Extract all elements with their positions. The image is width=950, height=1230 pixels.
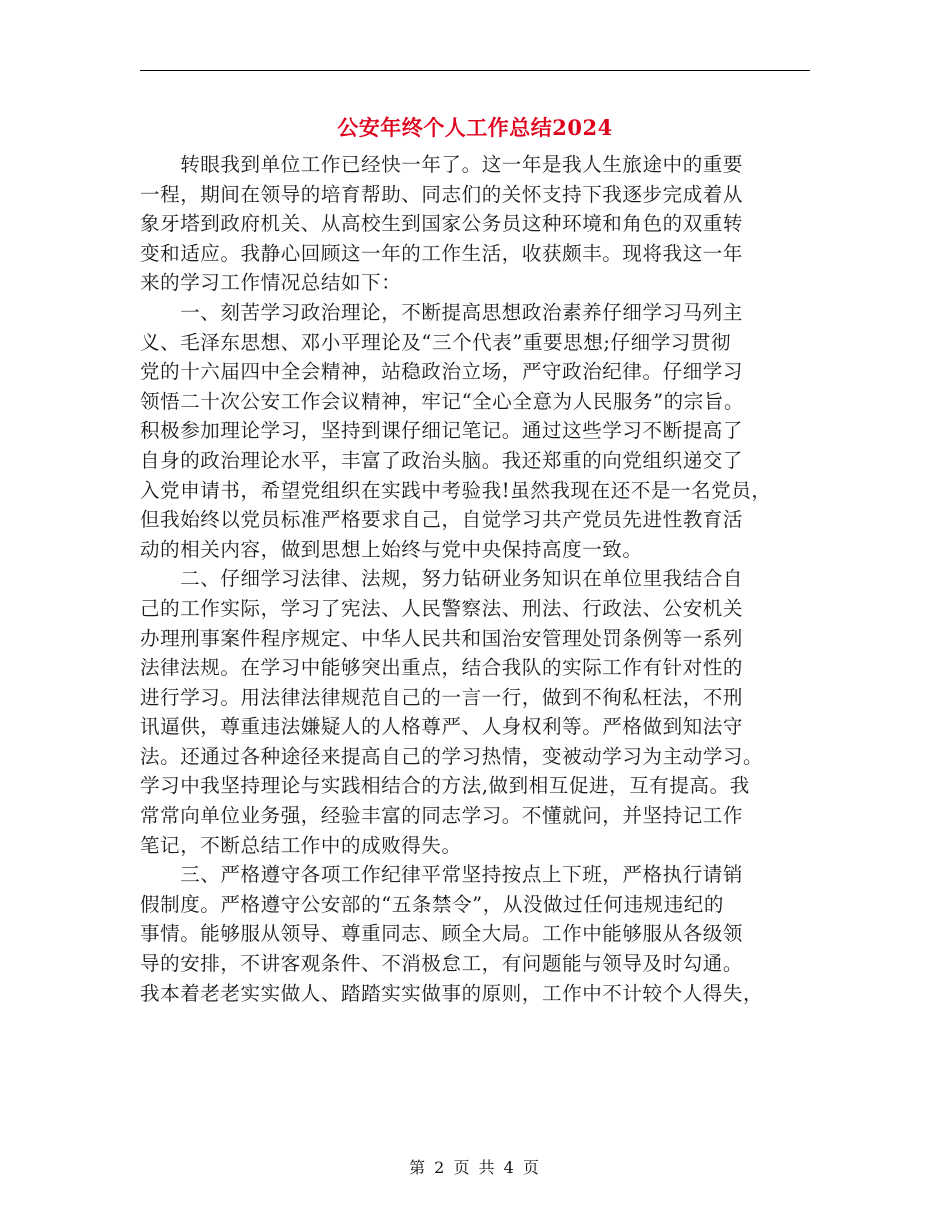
body-line: 义、毛泽东思想、邓小平理论及“三个代表”重要思想;仔细学习贯彻 bbox=[140, 330, 732, 354]
body-line: 二、仔细学习法律、法规，努力钻研业务知识在单位里我结合自 bbox=[140, 567, 744, 591]
body-line: 党的十六届四中全会精神，站稳政治立场，严守政治纪律。仔细学习 bbox=[140, 360, 744, 384]
header-rule bbox=[140, 70, 810, 71]
body-line: 三、严格遵守各项工作纪律平常坚持按点上下班，严格执行请销 bbox=[140, 863, 744, 887]
body-line: 事情。能够服从领导、尊重同志、顾全大局。工作中能够服从各级领 bbox=[140, 922, 744, 946]
body-line: 办理刑事案件程序规定、中华人民共和国治安管理处罚条例等一系列 bbox=[140, 626, 744, 650]
body-line: 法。还通过各种途径来提高自己的学习热情，变被动学习为主动学习。 bbox=[140, 744, 764, 768]
body-line: 法律法规。在学习中能够突出重点，结合我队的实际工作有针对性的 bbox=[140, 656, 744, 680]
body-line: 积极参加理论学习，坚持到课仔细记笔记。通过这些学习不断提高了 bbox=[140, 419, 744, 443]
body-line: 我本着老老实实做人、踏踏实实做事的原则，工作中不计较个人得失， bbox=[140, 981, 764, 1005]
body-line: 变和适应。我静心回顾这一年的工作生活，收获颇丰。现将我这一年 bbox=[140, 241, 744, 265]
body-line: 假制度。严格遵守公安部的“五条禁令”，从没做过任何违规违纪的 bbox=[140, 892, 724, 916]
body-line: 领悟二十次公安工作会议精神，牢记“全心全意为人民服务”的宗旨。 bbox=[140, 389, 745, 413]
body-line: 常常向单位业务强，经验丰富的同志学习。不懂就问，并坚持记工作 bbox=[140, 804, 744, 828]
document-body bbox=[140, 150, 810, 1008]
body-line: 己的工作实际，学习了宪法、人民警察法、刑法、行政法、公安机关 bbox=[140, 596, 744, 620]
body-line: 一程，期间在领导的培育帮助、同志们的关怀支持下我逐步完成着从 bbox=[140, 182, 744, 206]
body-line: 讯逼供，尊重违法嫌疑人的人格尊严、人身权利等。严格做到知法守 bbox=[140, 715, 744, 739]
page-number-footer: 第 2 页 共 4 页 bbox=[409, 1158, 541, 1177]
body-line: 一、刻苦学习政治理论，不断提高思想政治素养仔细学习马列主 bbox=[140, 300, 744, 324]
body-line: 学习中我坚持理论与实践相结合的方法,做到相互促进，互有提高。我 bbox=[140, 774, 750, 798]
body-line: 进行学习。用法律法律规范自己的一言一行，做到不徇私枉法，不刑 bbox=[140, 685, 744, 709]
body-line: 来的学习工作情况总结如下： bbox=[140, 271, 402, 295]
body-line: 但我始终以党员标准严格要求自己，自觉学习共产党员先进性教育活 bbox=[140, 508, 744, 532]
body-line: 转眼我到单位工作已经快一年了。这一年是我人生旅途中的重要 bbox=[140, 153, 744, 176]
body-line: 导的安排，不讲客观条件、不消极怠工，有问题能与领导及时勾通。 bbox=[140, 952, 744, 976]
body-line: 动的相关内容，做到思想上始终与党中央保持高度一致。 bbox=[140, 537, 643, 561]
document-title: 公安年终个人工作总结2024 bbox=[337, 115, 613, 140]
body-line: 笔记，不断总结工作中的成败得失。 bbox=[140, 833, 462, 857]
body-line: 自身的政治理论水平，丰富了政治头脑。我还郑重的向党组织递交了 bbox=[140, 448, 744, 472]
body-line: 入党申请书，希望党组织在实践中考验我!虽然我现在还不是一名党员， bbox=[140, 478, 772, 502]
body-line: 象牙塔到政府机关、从高校生到国家公务员这种环境和角色的双重转 bbox=[140, 212, 744, 236]
